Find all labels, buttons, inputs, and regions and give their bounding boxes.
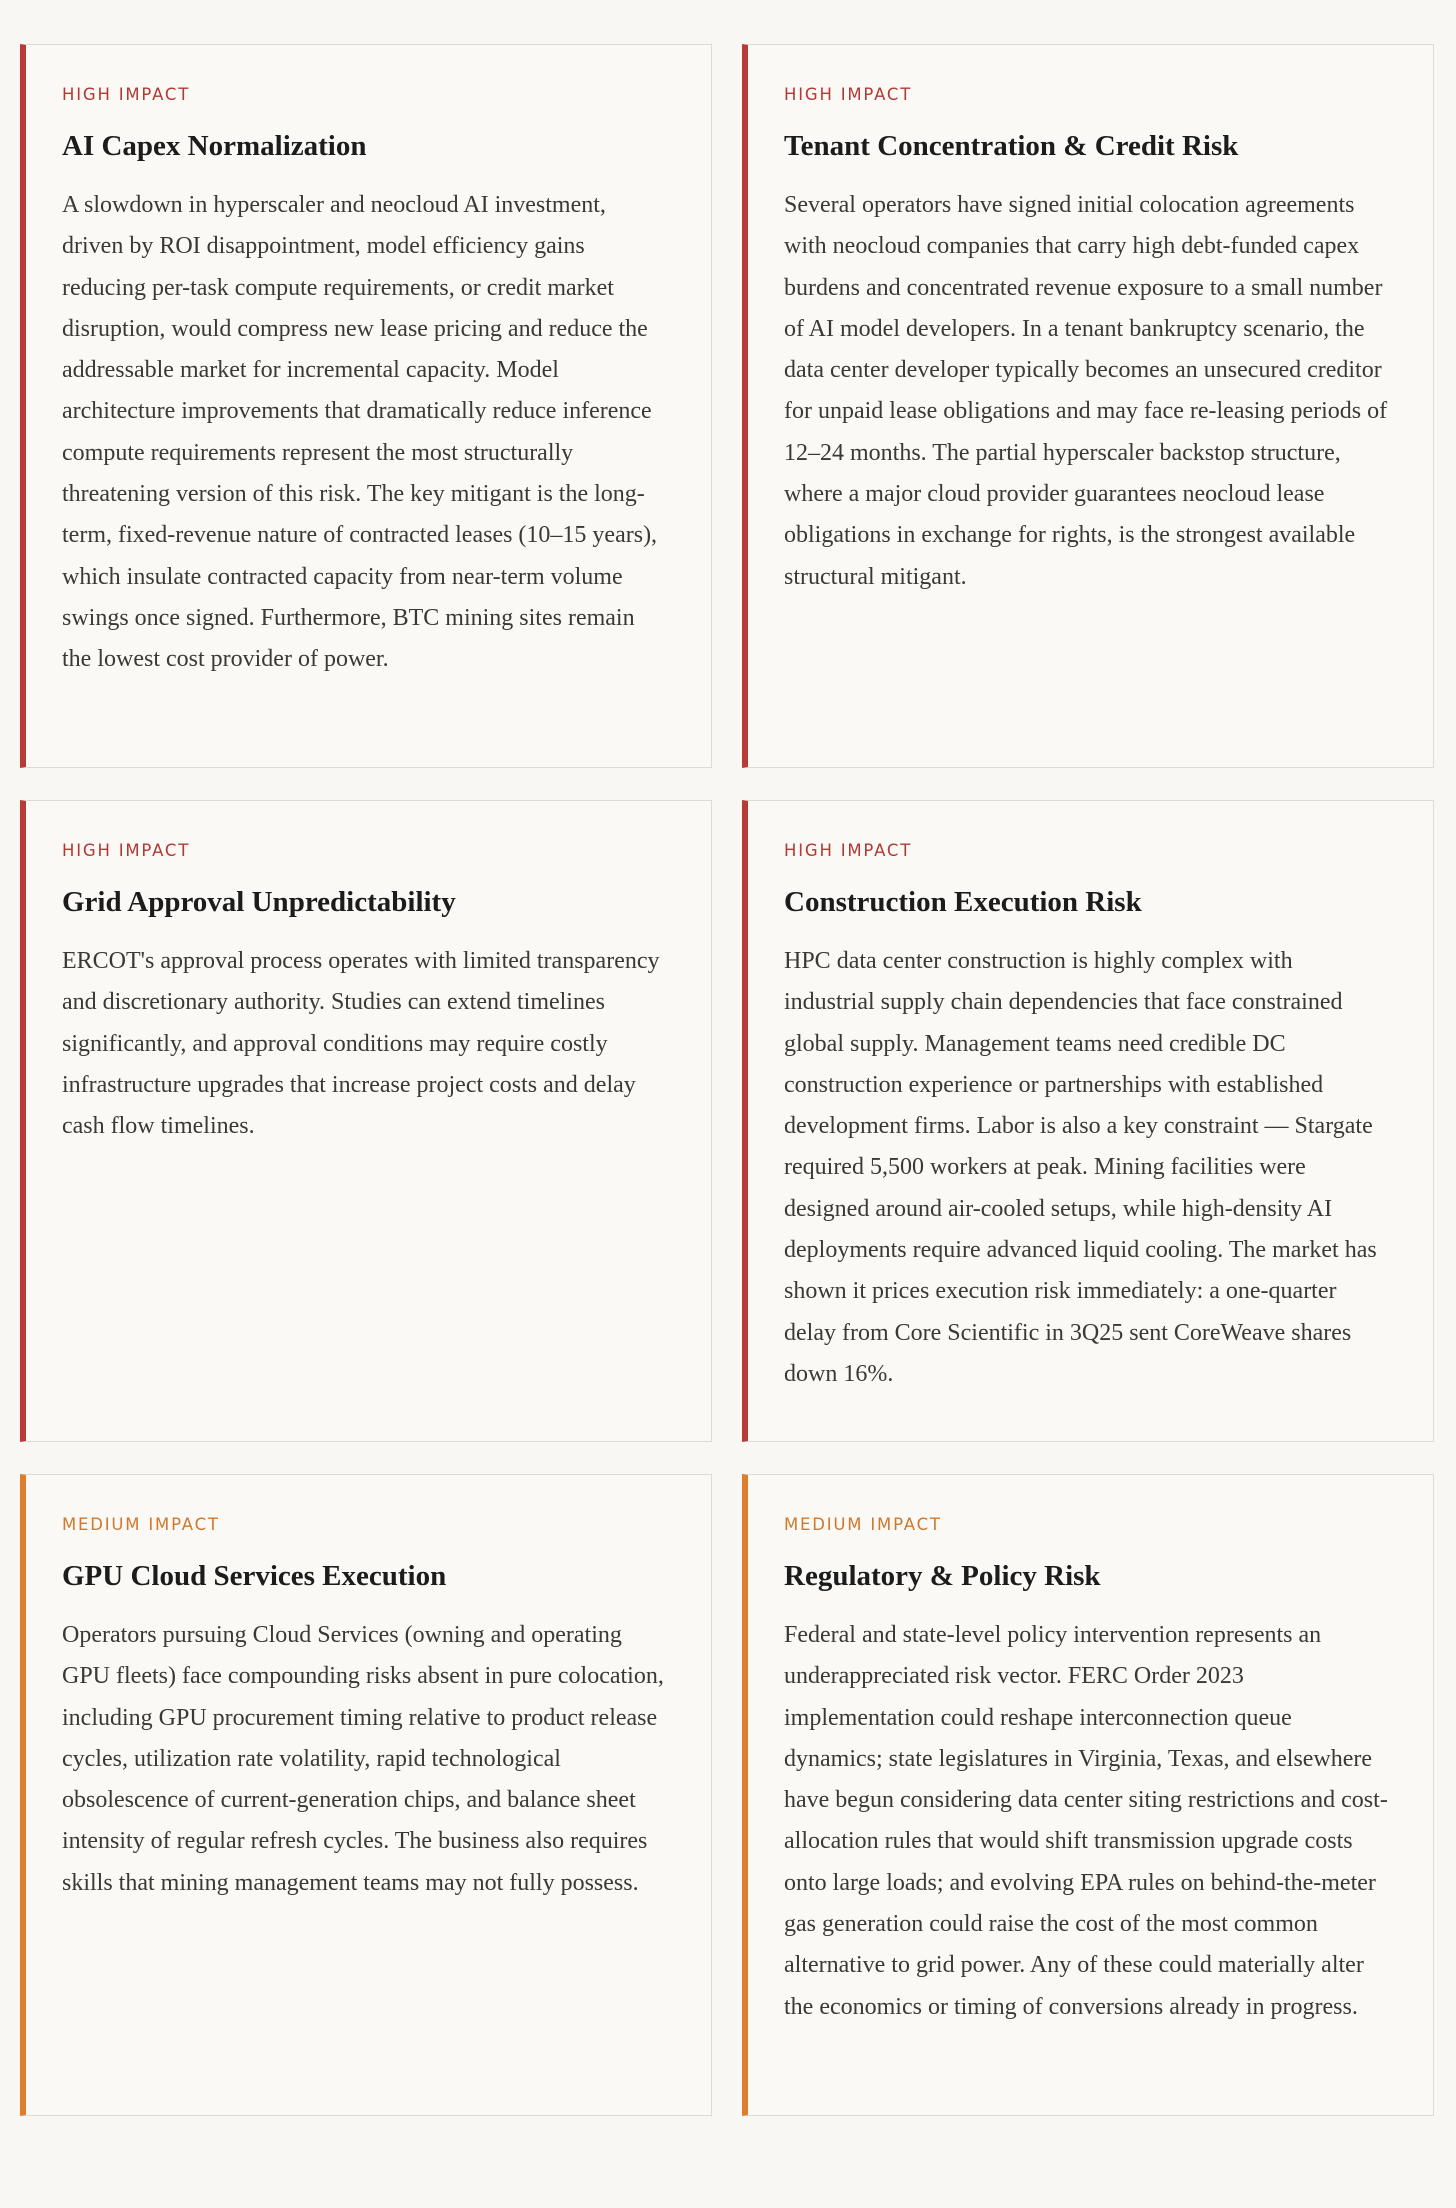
risk-card-tenant-concentration: [742, 44, 1434, 768]
impact-badge: HIGH IMPACT: [784, 85, 913, 104]
card-title: AI Capex Normalization: [62, 130, 367, 162]
card-body: Several operators have signed initial colocation agreements with neocloud companies that carry high debt-funded capex burdens and concentrated revenue exposure to a small number of AI model developers. In a tenant bankruptcy scenario, the data center developer typically becomes an unsecured creditor for unpaid lease obligations and may face re-leasing periods of 12–24 months. The partial hyperscaler backstop structure, where a major cloud provider guarantees neocloud lease obligations in exchange for rights, is the strongest available structural mitigant.: [784, 192, 1388, 590]
risk-card-regulatory-policy: [742, 1474, 1434, 2116]
card-title: Tenant Concentration & Credit Risk: [784, 130, 1239, 162]
impact-badge: HIGH IMPACT: [62, 841, 191, 860]
impact-badge: MEDIUM IMPACT: [784, 1515, 942, 1534]
card-title: Construction Execution Risk: [784, 886, 1142, 918]
impact-badge: HIGH IMPACT: [784, 841, 913, 860]
card-body: A slowdown in hyperscaler and neocloud AI investment, driven by ROI disappointment, model efficiency gains reducing per-task compute requirements, or credit market disruption, would compress new lease pricing and reduce the addressable market for incremental capacity. Model architecture improvements that dramatically reduce inference compute requirements represent the most structurally threatening version of this risk. The key mitigant is the long-term, fixed-revenue nature of contracted leases (10–15 years), which insulate contracted capacity from near-term volume swings once signed. Furthermore, BTC mining sites remain the lowest cost provider of power.: [62, 192, 658, 673]
card-body: ERCOT's approval process operates with limited transparency and discretionary authority. Studies can extend timelines significantly, and approval conditions may require costly infrastructure upgrades that increase project costs and delay cash flow timelines.: [62, 948, 660, 1140]
risk-card-gpu-cloud-services: [20, 1474, 712, 2116]
risk-card-grid-approval: [20, 800, 712, 1442]
card-body: Federal and state-level policy intervention represents an underappreciated risk vector. FERC Order 2023 implementation could reshape interconnection queue dynamics; state legislatures in Virginia, Texas, and elsewhere have begun considering data center siting restrictions and cost-allocation rules that would shift transmission upgrade costs onto large loads; and evolving EPA rules on behind-the-meter gas generation could raise the cost of the most common alternative to grid power. Any of these could materially alter the economics or timing of conversions already in progress.: [784, 1622, 1388, 2020]
impact-badge: MEDIUM IMPACT: [62, 1515, 220, 1534]
risk-card-grid: [20, 44, 1434, 2116]
card-title: GPU Cloud Services Execution: [62, 1560, 447, 1592]
risk-card-ai-capex: [20, 44, 712, 768]
risk-card-construction-execution: [742, 800, 1434, 1442]
card-body: Operators pursuing Cloud Services (owning and operating GPU fleets) face compounding risks absent in pure colocation, including GPU procurement timing relative to product release cycles, utilization rate volatility, rapid technological obsolescence of current-generation chips, and balance sheet intensity of regular refresh cycles. The business also requires skills that mining management teams may not fully possess.: [62, 1622, 664, 1896]
card-body: HPC data center construction is highly complex with industrial supply chain dependencies that face constrained global supply. Management teams need credible DC construction experience or partnerships with established development firms. Labor is also a key constraint — Stargate required 5,500 workers at peak. Mining facilities were designed around air-cooled setups, while high-density AI deployments require advanced liquid cooling. The market has shown it prices execution risk immediately: a one-quarter delay from Core Scientific in 3Q25 sent CoreWeave shares down 16%.: [784, 948, 1377, 1387]
card-title: Regulatory & Policy Risk: [784, 1560, 1101, 1592]
impact-badge: HIGH IMPACT: [62, 85, 191, 104]
card-title: Grid Approval Unpredictability: [62, 886, 456, 918]
